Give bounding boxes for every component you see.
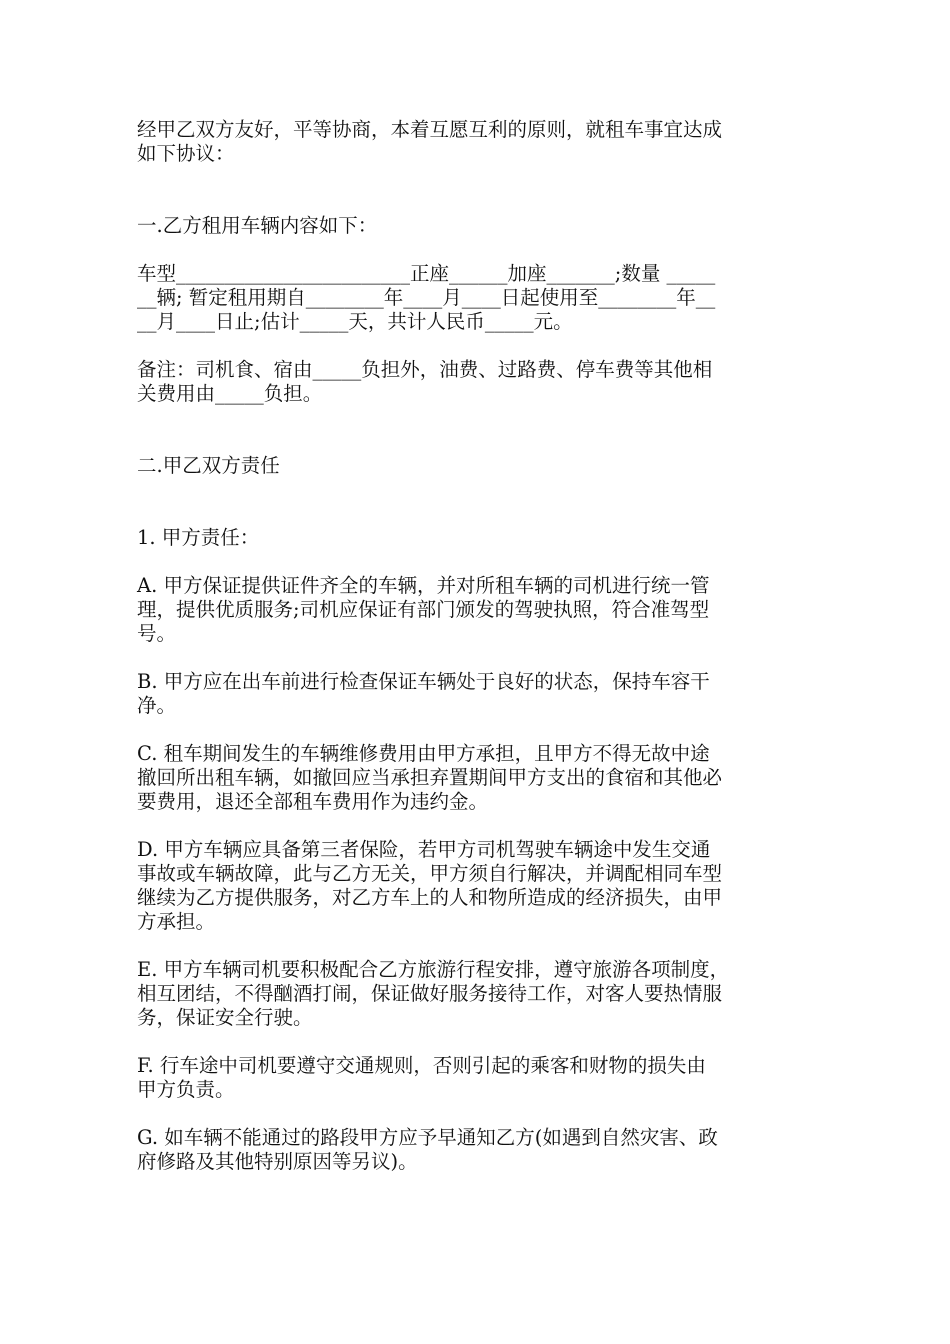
- clause-b: [137, 670, 817, 718]
- contract-page: [137, 118, 817, 1174]
- clause-line: C. 租车期间发生的车辆维修费用由甲方承担，且甲方不得无故中途: [137, 742, 710, 765]
- clause-c: [137, 742, 817, 814]
- vehicle-line: __月____日止;估计_____天，共计人民币_____元。: [137, 310, 573, 333]
- clause-line: E. 甲方车辆司机要积极配合乙方旅游行程安排，遵守旅游各项制度，: [137, 958, 730, 981]
- clause-line: 相互团结，不得酗酒打闹，保证做好服务接待工作，对客人要热情服: [137, 982, 723, 1005]
- note-line: 关费用由_____负担。: [137, 382, 323, 405]
- intro-paragraph: [137, 118, 817, 166]
- clause-line: 理，提供优质服务;司机应保证有部门颁发的驾驶执照，符合准驾型: [137, 598, 710, 621]
- clause-line: 号。: [137, 622, 177, 645]
- clause-line: A. 甲方保证提供证件齐全的车辆，并对所租车辆的司机进行统一管: [137, 574, 710, 597]
- vehicle-details-paragraph: [137, 262, 817, 334]
- clause-line: 甲方负责。: [137, 1078, 235, 1101]
- intro-line: 经甲乙双方友好，平等协商，本着互愿互利的原则，就租车事宜达成: [137, 118, 723, 141]
- clause-f: [137, 1054, 817, 1102]
- vehicle-line: 车型________________________正座______加座_______;数量 _____: [137, 262, 716, 285]
- clause-line: 继续为乙方提供服务，对乙方车上的人和物所造成的经济损失，由甲: [137, 886, 723, 909]
- clause-line: 要费用，退还全部租车费用作为违约金。: [137, 790, 489, 813]
- clause-e: [137, 958, 817, 1030]
- section-2-heading: 二.甲乙双方责任: [137, 454, 280, 477]
- note-line: 备注：司机食、宿由_____负担外，油费、过路费、停车费等其他相: [137, 358, 713, 381]
- clause-a: [137, 574, 817, 646]
- clause-line: 务，保证安全行驶。: [137, 1006, 313, 1029]
- clause-line: 方承担。: [137, 910, 216, 933]
- clause-line: D. 甲方车辆应具备第三者保险，若甲方司机驾驶车辆途中发生交通: [137, 838, 711, 861]
- clause-d: [137, 838, 817, 934]
- clause-line: F. 行车途中司机要遵守交通规则，否则引起的乘客和财物的损失由: [137, 1054, 706, 1077]
- intro-line: 如下协议：: [137, 142, 235, 165]
- vehicle-line: __辆; 暂定租用期自________年____月____日起使用至________年__: [137, 286, 716, 309]
- clause-line: 撤回所出租车辆，如撤回应当承担弃置期间甲方支出的食宿和其他必: [137, 766, 723, 789]
- section-1-heading: 一.乙方租用车辆内容如下：: [137, 214, 378, 237]
- party-a-heading: 1. 甲方责任：: [137, 526, 260, 549]
- clause-line: B. 甲方应在出车前进行检查保证车辆处于良好的状态，保持车容干: [137, 670, 710, 693]
- clause-line: 净。: [137, 694, 177, 717]
- clause-line: 府修路及其他特别原因等另议)。: [137, 1150, 418, 1173]
- note-paragraph: [137, 358, 817, 406]
- clause-line: 事故或车辆故障，此与乙方无关，甲方须自行解决，并调配相同车型: [137, 862, 723, 885]
- clause-line: G. 如车辆不能通过的路段甲方应予早通知乙方(如遇到自然灾害、政: [137, 1126, 718, 1149]
- clause-g: [137, 1126, 817, 1174]
